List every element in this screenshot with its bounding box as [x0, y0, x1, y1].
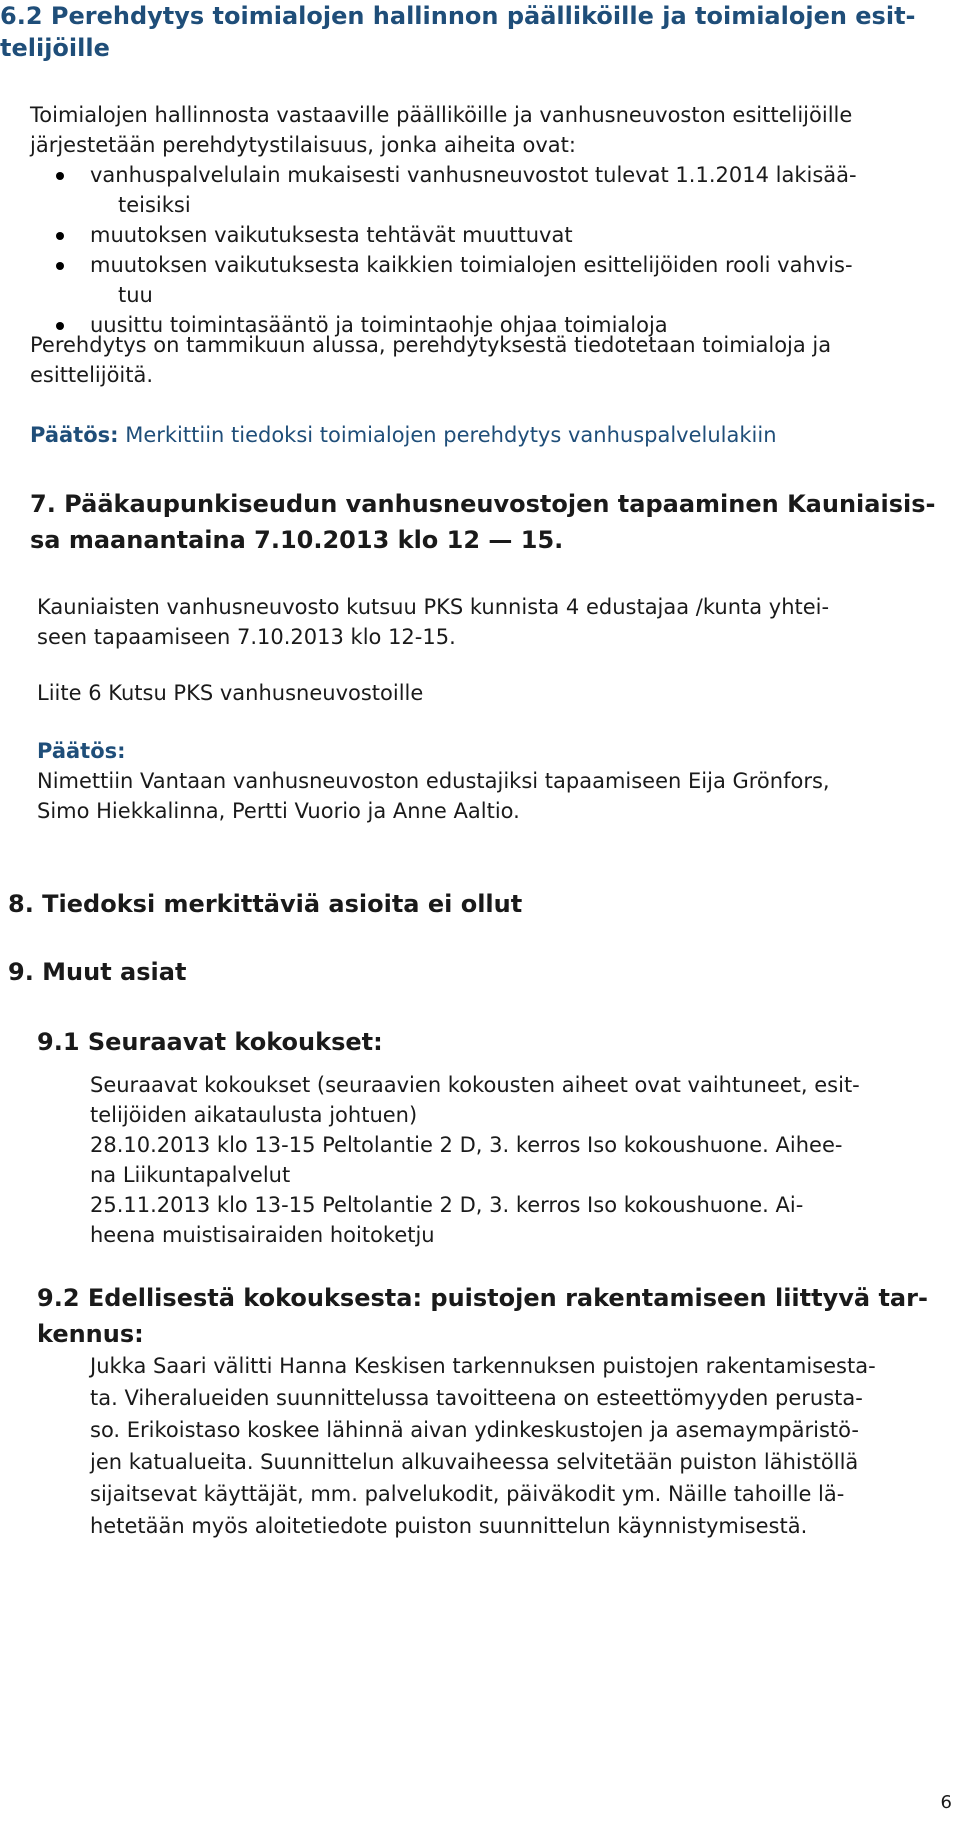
intro-line2: järjestetään perehdytystilaisuus, jonka aiheita ovat:: [30, 133, 576, 157]
decision-label: Päätös:: [30, 423, 119, 447]
section-9-1-body: Seuraavat kokoukset (seuraavien kokousten aiheet ovat vaihtuneet, esit- telijöiden aikataulusta johtuen) 28.10.2013 klo 13-15 Peltolantie 2 D, 3. kerros Iso kokoushuone. Aihee- na Liikuntapalvelut 25.11.2013 klo 13-15 Peltolantie 2 D, 3. kerros Iso kokoushuone. Ai- heena muistisairaiden hoitoketju: [90, 1073, 860, 1247]
section-9-2-body: Jukka Saari välitti Hanna Keskisen tarkennuksen puistojen rakentamisesta- ta. Viheralueiden suunnittelussa tavoitteena on esteettömyyden perusta- so. Erikoistaso koskee lähinnä aivan ydinkeskustojen ja asemaympäristö- jen katualueita. Suunnittelun alkuvaiheessa selvitetään puiston lähistöllä sijaitsevat käyttäjät, mm. palvelukodit, päiväkodit ym. Näille tahoille lä- hetetään myös aloitetiedote puiston suunnittelun käynnistymisestä.: [90, 1354, 876, 1538]
section-6-2-intro: [30, 100, 950, 160]
section-9-title: 9. Muut asiat: [8, 958, 187, 986]
list-item: muutoksen vaikutuksesta tehtävät muuttuvat: [0, 220, 900, 250]
list-item: vanhuspalvelulain mukaisesti vanhusneuvostot tulevat 1.1.2014 lakisää- teisiksi: [0, 160, 900, 220]
bullet-icon: [56, 172, 64, 180]
topic-list: [0, 160, 900, 340]
section-7-title: 7. Pääkaupunkiseudun vanhusneuvostojen tapaaminen Kauniaisis- sa maanantaina 7.10.2013 klo 12 — 15.: [30, 490, 936, 554]
section-7-intro: Kauniaisten vanhusneuvosto kutsuu PKS kunnista 4 edustajaa /kunta yhtei- seen tapaamiseen 7.10.2013 klo 12-15.: [37, 595, 830, 649]
section-6-2-title-line1: 6.2 Perehdytys toimialojen hallinnon päälliköille ja toimialojen esit-: [0, 2, 916, 30]
section-6-2-title-line2: telijöille: [0, 34, 110, 62]
section-7-attachment: Liite 6 Kutsu PKS vanhusneuvostoille: [37, 681, 424, 705]
bullet-icon: [56, 232, 64, 240]
list-item: muutoksen vaikutuksesta kaikkien toimialojen esittelijöiden rooli vahvis- tuu: [0, 250, 900, 310]
section-9-1-title: 9.1 Seuraavat kokoukset:: [37, 1028, 383, 1056]
section-6-2-after: Perehdytys on tammikuun alussa, perehdytyksestä tiedotetaan toimialoja ja esittelijöitä.: [30, 333, 832, 387]
intro-line1: Toimialojen hallinnosta vastaaville päälliköille ja vanhusneuvoston esittelijöille: [30, 103, 853, 127]
decision-label: Päätös:: [37, 739, 126, 763]
list-item: uusittu toimintasääntö ja toimintaohje ohjaa toimialoja: [0, 310, 900, 340]
section-7-decision: Päätös: Nimettiin Vantaan vanhusneuvoston edustajiksi tapaamiseen Eija Grönfors, Simo Hiekkalinna, Pertti Vuorio ja Anne Aaltio.: [37, 736, 950, 826]
bullet-icon: [56, 322, 64, 330]
section-6-2-decision: [30, 420, 950, 450]
page-number: 6: [940, 1792, 952, 1813]
bullet-icon: [56, 262, 64, 270]
section-6-2-title: [0, 0, 960, 64]
section-8-title: 8. Tiedoksi merkittäviä asioita ei ollut: [8, 890, 523, 918]
section-9-2-title: 9.2 Edellisestä kokouksesta: puistojen rakentamiseen liittyvä tar- kennus:: [37, 1284, 928, 1348]
decision-text: Merkittiin tiedoksi toimialojen perehdytys vanhuspalvelulakiin: [118, 423, 777, 447]
